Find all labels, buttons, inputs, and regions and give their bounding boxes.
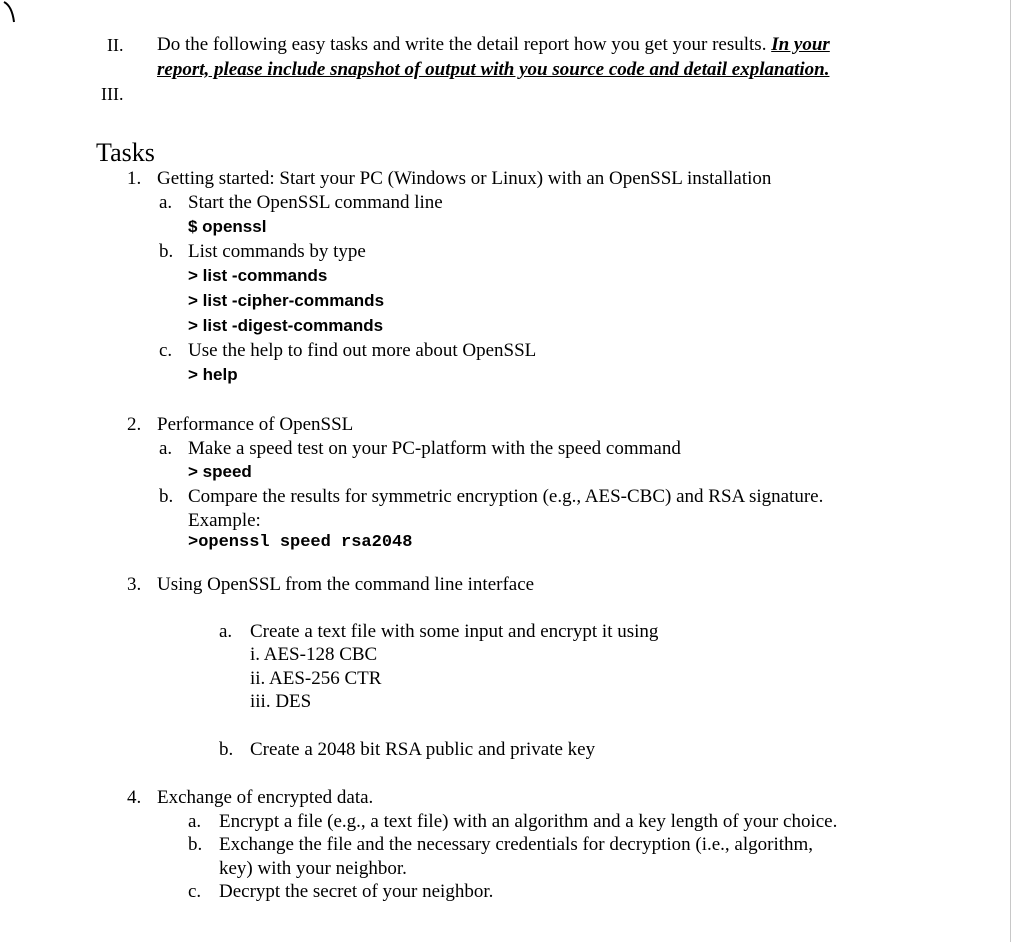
task1-b-command-3: > list -digest-commands [188,316,384,335]
task1-c-letter: c. [159,340,173,361]
task3-a-text: Create a text file with some input and encrypt it using [250,621,659,642]
task2-b-command: >openssl speed rsa2048 [188,533,413,552]
page-corner-mark [0,0,30,30]
tasks-heading: Tasks [96,138,155,167]
task2-b-example-label: Example: [188,510,261,531]
task3-number: 3. [127,574,142,595]
task1-c-command: > help [188,365,238,384]
task2-title: Performance of OpenSSL [157,414,354,435]
section-ii-line1: Do the following easy tasks and write the detail report how you get your results. [157,34,767,55]
page-edge [1010,0,1011,942]
task1-a-letter: a. [159,192,173,213]
task2-a-letter: a. [159,438,173,459]
task2-a-text: Make a speed test on your PC-platform with the speed command [188,438,681,459]
task2-number: 2. [127,414,142,435]
task2-a-command: > speed [188,462,252,481]
section-ii-instructions [157,34,830,56]
task3-b-letter: b. [219,739,234,760]
section-ii-emphasis-1: In your [771,34,830,55]
task1-a-text: Start the OpenSSL command line [188,192,443,213]
task1-c-text: Use the help to find out more about OpenSSL [188,340,537,361]
section-iii-numeral: III. [101,84,124,104]
task1-b-text: List commands by type [188,241,366,262]
task4-c-text: Decrypt the secret of your neighbor. [219,881,494,902]
task4-a-text: Encrypt a file (e.g., a text file) with an algorithm and a key length of your choice. [219,811,838,832]
section-ii-numeral: II. [107,35,124,55]
task2-b-text: Compare the results for symmetric encryption (e.g., AES-CBC) and RSA signature. [188,486,824,507]
task3-a-item-1: i. AES-128 CBC [250,644,378,665]
task1-b-command-1: > list -commands [188,266,328,285]
task1-title: Getting started: Start your PC (Windows or Linux) with an OpenSSL installation [157,168,772,189]
section-ii-emphasis-2: report, please include snapshot of output with you source code and detail explanation. [157,59,830,80]
task1-b-command-2: > list -cipher-commands [188,291,385,310]
task4-b-text: Exchange the file and the necessary credentials for decryption (i.e., algorithm, [219,834,814,855]
task4-b-text-cont: key) with your neighbor. [219,858,407,879]
task4-b-letter: b. [188,834,203,855]
task1-number: 1. [127,168,142,189]
task3-title: Using OpenSSL from the command line interface [157,574,535,595]
task1-a-command: $ openssl [188,217,267,236]
task4-title: Exchange of encrypted data. [157,787,374,808]
task4-a-letter: a. [188,811,202,832]
task1-b-letter: b. [159,241,174,262]
task3-a-letter: a. [219,621,233,642]
task3-b-text: Create a 2048 bit RSA public and private key [250,739,596,760]
task3-a-item-3: iii. DES [250,691,312,712]
task3-a-item-2: ii. AES-256 CTR [250,668,382,689]
task4-c-letter: c. [188,881,202,902]
task4-number: 4. [127,787,142,808]
task2-b-letter: b. [159,486,174,507]
